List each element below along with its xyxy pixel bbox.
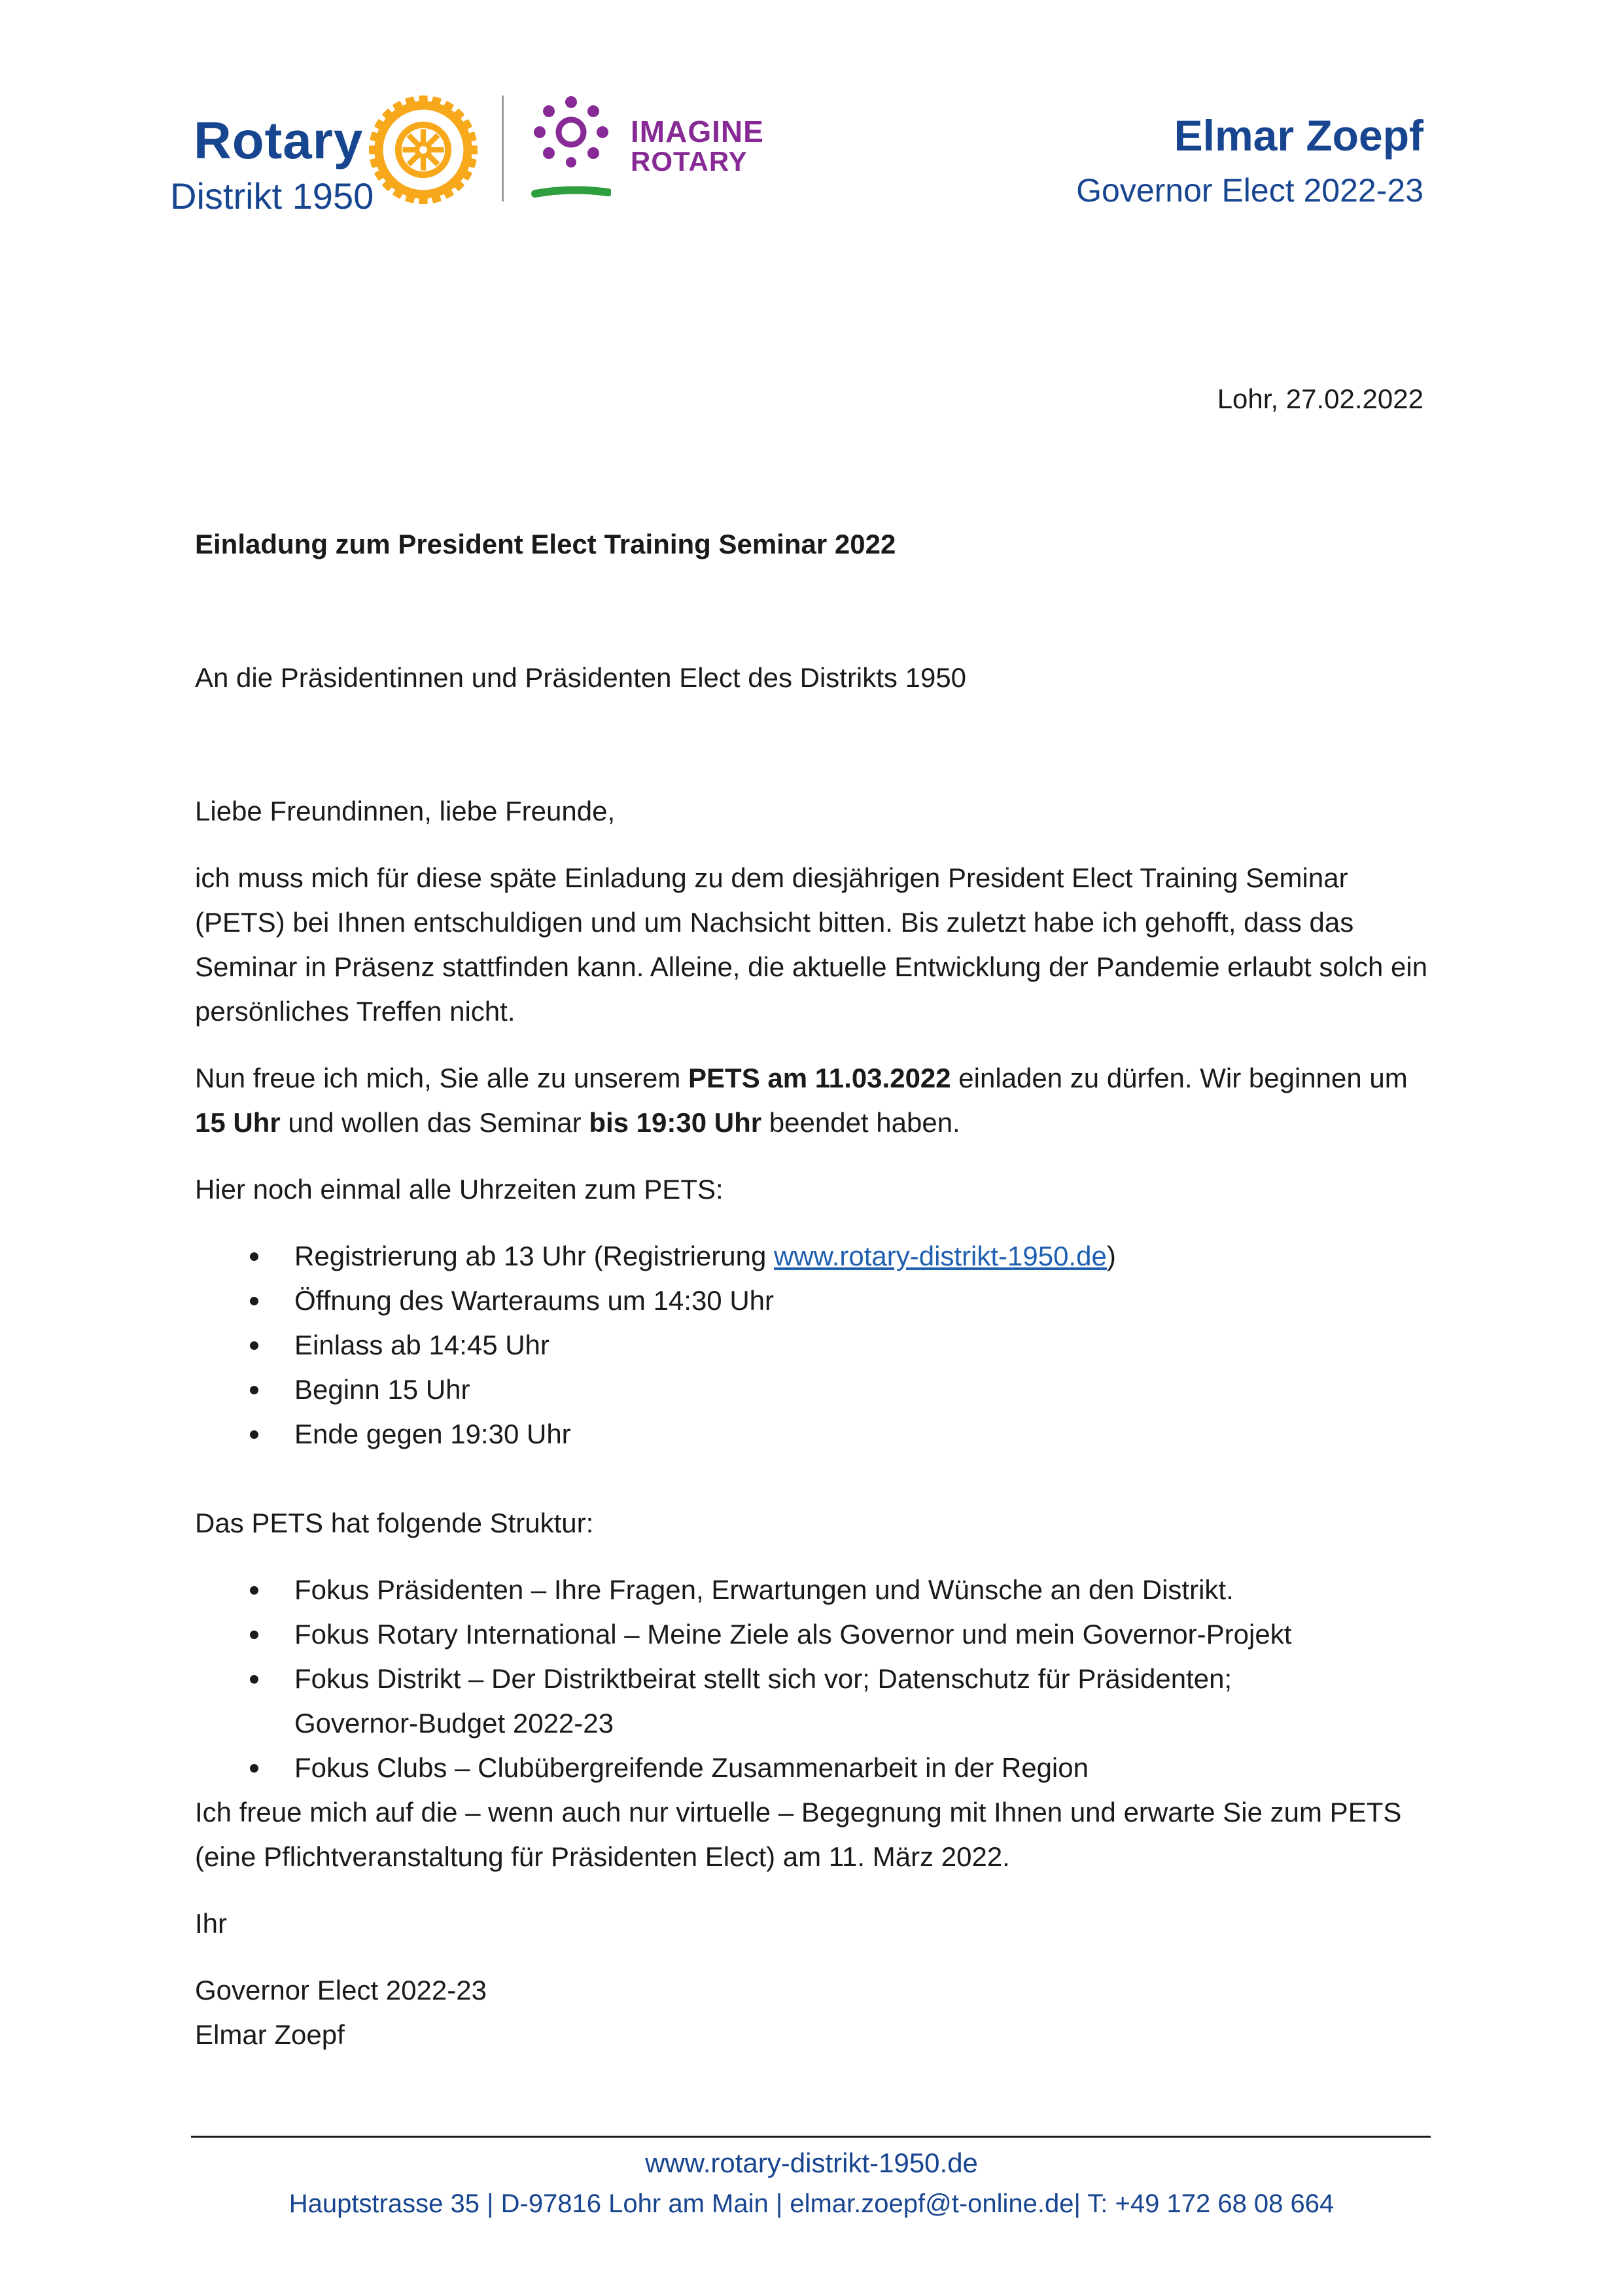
signature-name: Elmar Zoepf — [195, 2019, 345, 2050]
text-run: Registrierung ab 13 Uhr (Registrierung — [294, 1241, 775, 1271]
list-item: Öffnung des Warteraums um 14:30 Uhr — [195, 1279, 1438, 1323]
footer-address: Hauptstrasse 35 | D-97816 Lohr am Main | elmar.zoepf@t-online.de| T: +49 172 68 08 664 — [288, 2189, 1335, 2218]
governor-name: Elmar Zoepf — [1174, 111, 1423, 160]
list-item: Fokus Clubs – Clubübergreifende Zusammenarbeit in der Region — [195, 1746, 1438, 1790]
text-run: Nun freue ich mich, Sie alle zu unserem — [195, 1063, 689, 1093]
schedule-list — [195, 1234, 1438, 1457]
signature-block — [195, 1968, 487, 2057]
list-item: Einlass ab 14:45 Uhr — [195, 1323, 1438, 1368]
footer-divider — [191, 2136, 1431, 2138]
text-run: und wollen das Seminar — [280, 1107, 589, 1138]
paragraph-apology: ich muss mich für diese späte Einladung zu dem diesjährigen President Elect Training Seminar (PETS) bei Ihnen entschuldigen und um Nachsicht bitten. Bis zuletzt habe ich gehofft, dass das Seminar in Präsenz stattfinden kann. Alleine, die aktuelle Entwicklung der Pandemie erlaubt solch ein persönliches Treffen nicht. — [195, 862, 1428, 1027]
text-run: einladen zu dürfen. Wir beginnen um — [951, 1063, 1408, 1093]
start-time-highlight: 15 Uhr — [195, 1107, 281, 1138]
list-item: Fokus Distrikt – Der Distriktbeirat stellt sich vor; Datenschutz für Präsidenten; Governor-Budget 2022-23 — [195, 1657, 1315, 1746]
text-run: beendet haben. — [761, 1107, 960, 1138]
letter-recipient: An die Präsidentinnen und Präsidenten Elect des Distrikts 1950 — [195, 662, 967, 693]
letter-salutation: Liebe Freundinnen, liebe Freunde, — [195, 796, 616, 826]
signature-title: Governor Elect 2022-23 — [195, 1975, 487, 2005]
end-time-highlight: bis 19:30 Uhr — [589, 1107, 762, 1138]
times-intro: Hier noch einmal alle Uhrzeiten zum PETS: — [195, 1174, 724, 1205]
text-run: ) — [1106, 1241, 1116, 1271]
paragraph-closing-remarks: Ich freue mich auf die – wenn auch nur virtuelle – Begegnung mit Ihnen und erwarte Sie zum PETS (eine Pflichtveranstaltung für Präsidenten Elect) am 11. März 2022. — [195, 1797, 1402, 1872]
list-item: Fokus Präsidenten – Ihre Fragen, Erwartungen und Wünsche an den Distrikt. — [195, 1568, 1438, 1612]
list-item: Beginn 15 Uhr — [195, 1368, 1438, 1412]
letter-closing: Ihr — [195, 1908, 228, 1939]
logo-divider — [502, 96, 504, 202]
list-item: Fokus Rotary International – Meine Ziele als Governor und mein Governor-Projekt — [195, 1612, 1438, 1657]
registration-link[interactable]: www.rotary-distrikt-1950.de — [774, 1241, 1107, 1271]
list-item: Ende gegen 19:30 Uhr — [195, 1412, 1438, 1457]
imagine-text: IMAGINE — [631, 115, 764, 149]
footer-website[interactable]: www.rotary-distrikt-1950.de — [645, 2147, 978, 2178]
structure-list — [195, 1568, 1438, 1790]
paragraph-invitation — [195, 1056, 1438, 1145]
structure-intro: Das PETS hat folgende Struktur: — [195, 1508, 594, 1538]
list-item — [195, 1234, 1438, 1279]
rotary-logo-text: Rotary — [194, 111, 364, 169]
letter-date: Lohr, 27.02.2022 — [1217, 383, 1423, 414]
rotary-wheel-icon — [369, 96, 478, 204]
imagine-rotary-icon — [531, 94, 611, 202]
imagine-rotary-text: ROTARY — [631, 146, 748, 177]
governor-title: Governor Elect 2022-23 — [1076, 172, 1423, 209]
letter-subject: Einladung zum President Elect Training Seminar 2022 — [195, 529, 896, 559]
district-label: Distrikt 1950 — [170, 175, 374, 217]
pets-date-highlight: PETS am 11.03.2022 — [688, 1063, 951, 1093]
